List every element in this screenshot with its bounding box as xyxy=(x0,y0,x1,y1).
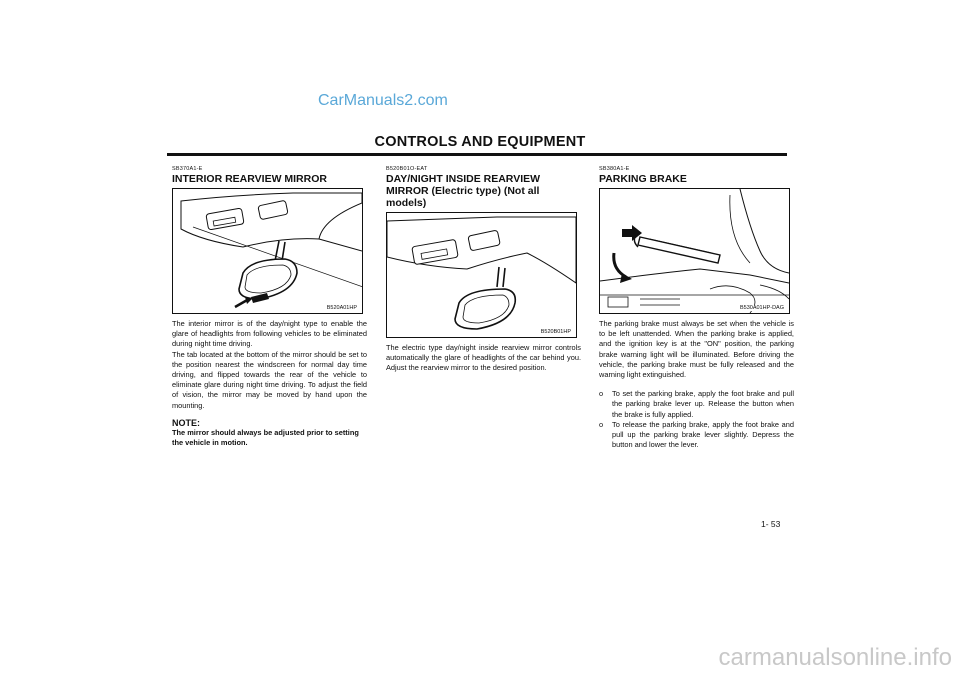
figure-label: B530A01HP-DAG xyxy=(739,305,784,311)
section-paragraph: The parking brake must always be set when the vehicle is to be left unattended. When the parking brake is applied, and the ignition key is at the "ON" position, the parking brake warning light will be illuminated. Before driving the vehicle, the parking brake must be fully released and the warning light extinguished. xyxy=(599,319,794,380)
section-title: INTERIOR REARVIEW MIRROR xyxy=(172,173,327,185)
list-item xyxy=(599,389,794,420)
bullet-mark: o xyxy=(599,389,604,399)
parking-brake-illustration xyxy=(599,188,790,314)
section-title: DAY/NIGHT INSIDE REARVIEW MIRROR (Electric type) (Not all models) xyxy=(386,173,541,209)
bullet-mark: o xyxy=(599,419,604,429)
section-title: PARKING BRAKE xyxy=(599,173,687,185)
list-item xyxy=(599,420,794,451)
instruction-list xyxy=(599,389,794,450)
mirror-illustration xyxy=(172,188,363,314)
figure-label: B520B01HP xyxy=(540,329,571,335)
section-code: SB370A1-E xyxy=(172,166,203,172)
watermark-top: CarManuals2.com xyxy=(318,92,448,109)
page-number: 1- 53 xyxy=(761,519,781,529)
electric-mirror-illustration xyxy=(386,212,577,338)
section-electric-mirror xyxy=(386,166,581,374)
watermark-bottom: carmanualsonline.info xyxy=(718,644,952,671)
section-paragraph: The electric type day/night inside rearview mirror controls automatically the glare of headlights of the car behind you. Adjust the rearview mirror to the desired position. xyxy=(386,343,581,373)
interior-mirror-drawing xyxy=(173,189,362,313)
section-code: SB380A1-E xyxy=(599,166,630,172)
figure-label: B520A01HP xyxy=(326,305,357,311)
section-code: B520B01O-EAT xyxy=(386,166,428,172)
page-header-title: CONTROLS AND EQUIPMENT xyxy=(374,134,586,150)
electric-mirror-drawing xyxy=(387,213,576,337)
bullet-text: To release the parking brake, apply the foot brake and pull up the parking brake lever slightly. Depress the button and lower the lever. xyxy=(612,419,794,450)
bullet-text: To set the parking brake, apply the foot brake and pull the parking brake lever up. Release the button when the brake is fully applied. xyxy=(612,389,794,419)
header-rule xyxy=(167,153,787,156)
note-heading: NOTE: xyxy=(172,417,200,428)
section-paragraph: The interior mirror is of the day/night type to enable the glare of headlights from following vehicles to be eliminated during night time driving. xyxy=(172,319,367,349)
note-text: The mirror should always be adjusted prior to setting the vehicle in motion. xyxy=(172,427,359,447)
section-parking-brake xyxy=(599,166,794,450)
section-paragraph: The tab located at the bottom of the mirror should be set to the position nearest the windscreen for normal day time driving, and flipped towards the rear of the vehicle to eliminate glare during night time driving. To adjust the field of vision, the mirror may be moved by hand upon the mounting. xyxy=(172,349,367,410)
parking-brake-drawing xyxy=(600,189,789,313)
section-interior-mirror xyxy=(172,166,367,448)
